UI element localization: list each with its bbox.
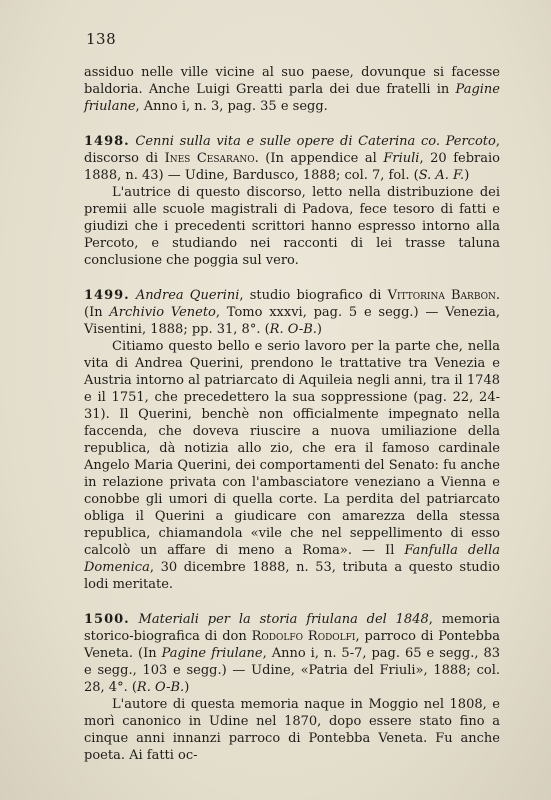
entry-author-prefix: , memoria storico-biografica di don bbox=[84, 612, 500, 644]
entry-source-title: Friuli bbox=[383, 151, 420, 166]
entry-source-details: , 20 febraio 1888, n. 43) — Udine, Bardusco, 1888; col. 7, fol. ( bbox=[84, 151, 500, 183]
continuation-text-1: assiduo nelle ville vicine al suo paese, dovunque si facesse baldoria. bbox=[84, 65, 500, 97]
entry-heading bbox=[84, 287, 500, 338]
entry-author-prefix: , discorso di bbox=[84, 134, 500, 166]
entry-description-text-end: , 30 dicembre 1888, n. 53, tributa a questo studio lodi meritate. bbox=[84, 560, 500, 592]
entry-source-title: Pagine friulane bbox=[161, 646, 263, 661]
entry-author: Ines Cesarano bbox=[164, 151, 255, 166]
entry-source-prefix: , parroco di Pontebba Veneta. (In bbox=[84, 629, 500, 661]
continuation-text-3: , Anno i, n. 3, pag. 35 e segg. bbox=[135, 99, 328, 114]
entry-source-details: , Anno i, n. 5-7, pag. 65 e segg., 83 e segg., 103 e segg.) — Udine, «Patria del Friuli», 1888; col. 28, 4°. ( bbox=[84, 646, 501, 695]
entry-number: 1498. bbox=[84, 134, 130, 149]
entry-sigla: R. O-B. bbox=[136, 680, 185, 695]
entry-description bbox=[84, 338, 500, 593]
entry-number: 1500. bbox=[84, 612, 130, 627]
entry-source-prefix: . (In bbox=[84, 288, 500, 320]
entry-description: L'autore di questa memoria naque in Moggio nel 1808, e morì canonico in Udine nel 1870, dopo essere stato fino a cinque anni innanzi parroco di Pontebba Veneta. Fu anche poeta. Ai fatti oc- bbox=[84, 697, 500, 763]
page-number: 138 bbox=[86, 30, 117, 48]
entry-sigla: S. A. F. bbox=[418, 168, 465, 183]
continuation-paragraph bbox=[84, 64, 500, 115]
entry-author: Rodolfo Rodolfi bbox=[251, 629, 356, 644]
entry-source-end: ) bbox=[316, 322, 322, 337]
entry-description-text: Citiamo questo bello e serio lavoro per la parte che, nella vita di Andrea Querini, prendono le trattative tra Venezia e Austria intorno al patriarcato di Aquileia negli anni, tra il 1748 e il 1751, che precedettero la sua soppressione (pag. 22, 24-31). Il Querini, benchè non officialmente impegnato nella faccenda, che doveva riuscire a nuova umiliazione della republica, dà notizia allo zio, che era il famoso cardinale Angelo Maria Querini, dei comportamenti del Senato: fu anche in relazione privata con l'ambasciatore veneziano a Vienna e conobbe gli umori di quella corte. La perdita del patriarcato obliga il Querini a giudicare con amarezza della stessa republica, chiamandola «vile che nel seppellimento di esso calcolò un affare di meno a Roma». — Il bbox=[84, 339, 500, 558]
entry-heading bbox=[84, 611, 500, 696]
bibliography-entry-1498 bbox=[84, 133, 500, 269]
entry-title: Materiali per la storia friulana del 1848 bbox=[138, 612, 429, 627]
continuation-journal-title: Pagine friulane bbox=[84, 82, 500, 114]
entry-description: L'autrice di questo discorso, letto nella distribuzione dei premii alle scuole magistrali di Padova, fece tesoro di fatti e giudizi che i precedenti scrittori hanno espresso intorno alla Percoto, e studiando nei racconti di lei trasse taluna conclusione che poggia sul vero. bbox=[84, 185, 500, 268]
bibliography-entry-1500 bbox=[84, 611, 500, 764]
entry-heading bbox=[84, 133, 500, 184]
entry-title: Cenni sulla vita e sulle opere di Caterina co. Percoto bbox=[135, 134, 496, 149]
continuation-text-2: Anche Luigi Greatti parla dei due fratelli in bbox=[148, 82, 456, 97]
entry-source-end: ) bbox=[464, 168, 470, 183]
entry-author-prefix: , studio biografico di bbox=[239, 288, 388, 303]
entry-title: Andrea Querini bbox=[135, 288, 240, 303]
entry-source-details: , Tomo xxxvi, pag. 5 e segg.) — Venezia, Visentini, 1888; pp. 31, 8°. ( bbox=[84, 305, 500, 337]
entry-source-prefix: . (In appendice al bbox=[254, 151, 384, 166]
entry-number: 1499. bbox=[84, 288, 130, 303]
entry-sigla: R. O-B. bbox=[269, 322, 317, 337]
page-content bbox=[84, 64, 500, 764]
entry-source-end: ) bbox=[184, 680, 190, 695]
entry-source-title: Archivio Veneto bbox=[109, 305, 216, 320]
bibliography-entry-1499 bbox=[84, 287, 500, 593]
entry-author: Vittorina Barbon bbox=[387, 288, 496, 303]
entry-cited-journal: Fanfulla della Domenica bbox=[84, 543, 500, 575]
